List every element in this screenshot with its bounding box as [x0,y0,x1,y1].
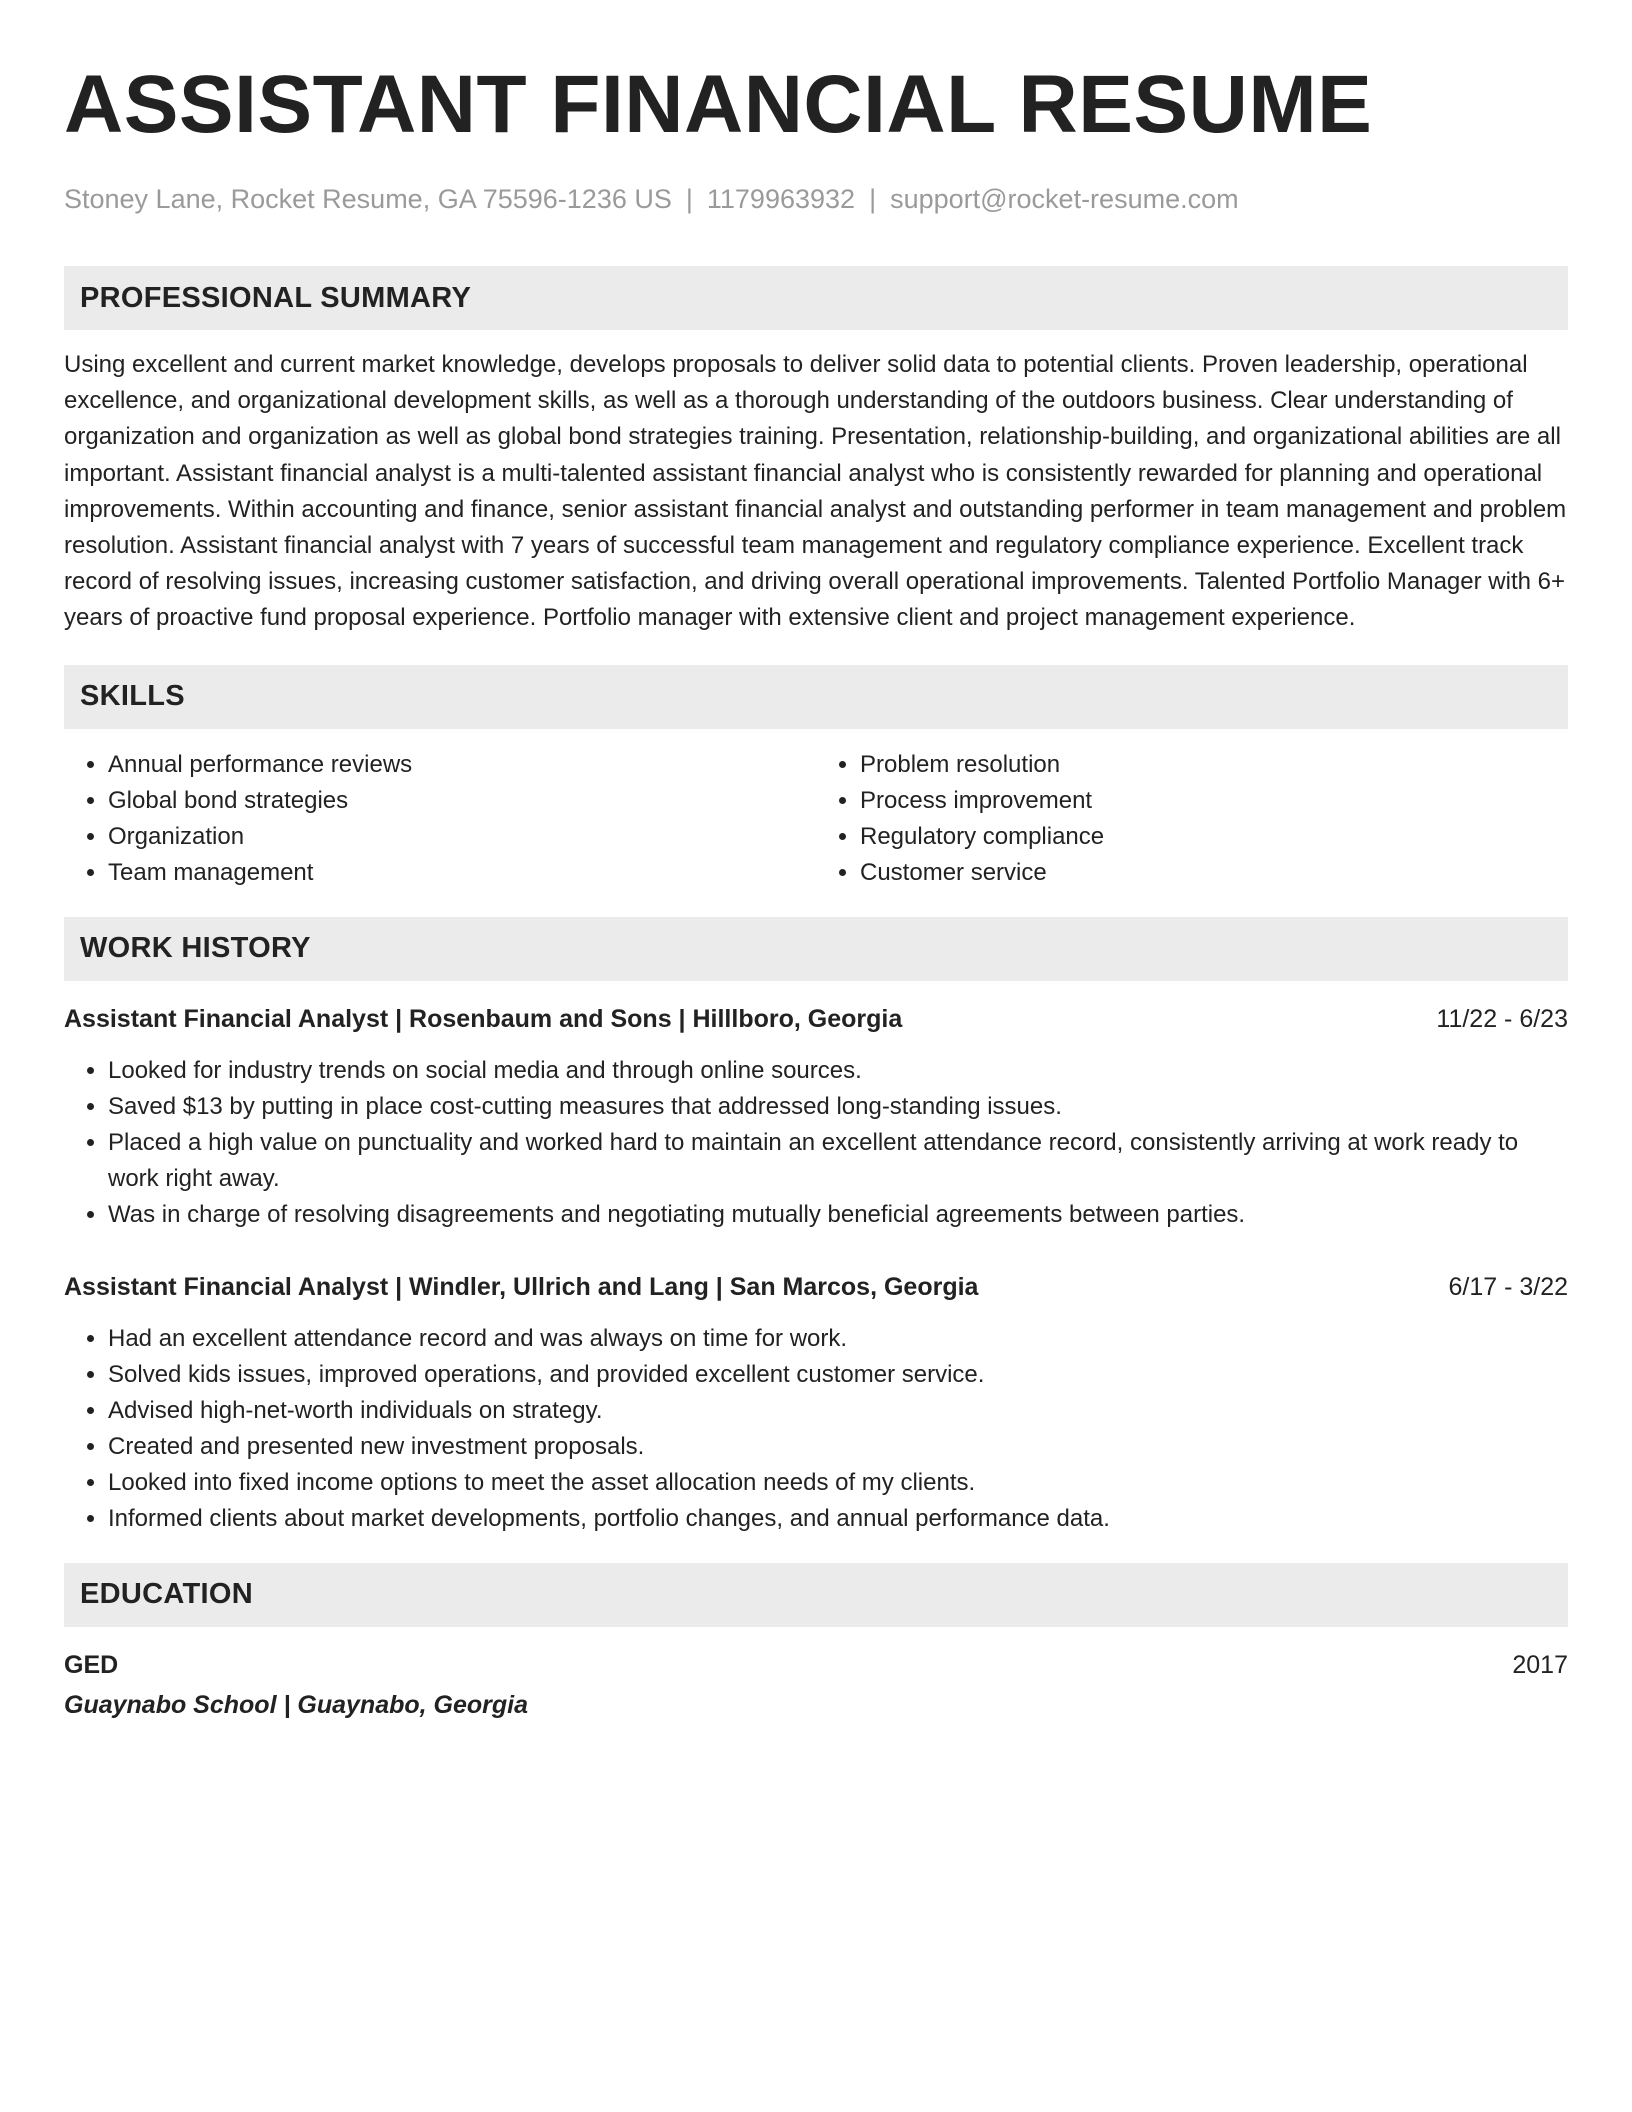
skill-item: • Customer service [860,855,1568,891]
summary-text: Using excellent and current market knowledge, develops proposals to deliver solid data to potential clients. Proven leadership, operational excellence, and organizational development skills, as well as a thorough understanding of the outdoors business. Clear understanding of organization and organization as well as global bond strategies training. Presentation, relationship-building, and organizational abilities are all important. Assistant financial analyst is a multi-talented assistant financial analyst who is consistently rewarded for planning and operational improvements. Within accounting and finance, senior assistant financial analyst and outstanding performer in team management and problem resolution. Assistant financial analyst with 7 years of successful team management and regulatory compliance experience. Excellent track record of resolving issues, increasing customer satisfaction, and driving overall operational improvements. Talented Portfolio Manager with 6+ years of proactive fund proposal experience. Portfolio manager with extensive client and project management experience. [64,351,1567,632]
job-bullet: • Saved $13 by putting in place cost-cutting measures that addressed long-standing issues. [108,1089,1568,1125]
skills-list [64,747,1568,891]
contact-phone: 1179963932 [706,184,856,214]
job-entry [64,1269,1568,1537]
work-heading: WORK HISTORY [80,932,311,965]
work-section-header [64,917,1568,981]
job-bullet: • Solved kids issues, improved operations, and provided excellent customer service. [108,1357,1568,1393]
education-section-header [64,1563,1568,1627]
skill-item: • Organization [108,819,816,855]
resume-title: ASSISTANT FINANCIAL RESUME [64,59,1373,150]
job-dates: 11/22 - 6/23 [1436,1004,1568,1033]
job-bullets [64,1321,1568,1537]
skill-item: • Problem resolution [860,747,1568,783]
summary-heading: PROFESSIONAL SUMMARY [80,281,472,314]
summary-section-header [64,266,1568,330]
skill-item: • Process improvement [860,783,1568,819]
job-bullet: • Looked into fixed income options to meet the asset allocation needs of my clients. [108,1465,1568,1501]
job-bullet: • Advised high-net-worth individuals on strategy. [108,1393,1568,1429]
skills-heading: SKILLS [80,680,185,713]
skill-item: • Team management [108,855,816,891]
contact-address: Stoney Lane, Rocket Resume, GA 75596-1236 US [64,184,672,214]
skill-item: • Annual performance reviews [108,747,816,783]
job-bullet: • Placed a high value on punctuality and worked hard to maintain an excellent attendance record, consistently arriving at work ready to work right away. [108,1125,1568,1197]
job-bullet: • Created and presented new investment proposals. [108,1429,1568,1465]
contact-email: support@rocket-resume.com [890,184,1239,214]
education-school: Guaynabo School | Guaynabo, Georgia [64,1690,529,1719]
job-dates: 6/17 - 3/22 [1448,1272,1568,1301]
job-header [64,1001,1568,1037]
contact-separator: | [685,184,693,214]
education-year: 2017 [1512,1650,1568,1679]
education-degree: GED [64,1650,119,1679]
education-row [64,1647,1568,1683]
education-heading: EDUCATION [80,1578,253,1611]
skills-column-left [64,747,816,891]
skill-item: • Global bond strategies [108,783,816,819]
job-entry [64,1001,1568,1233]
job-bullet: • Informed clients about market developments, portfolio changes, and annual performance data. [108,1501,1568,1537]
contact-line [64,182,1568,216]
job-bullet: • Was in charge of resolving disagreements and negotiating mutually beneficial agreements between parties. [108,1197,1568,1233]
skills-section-header [64,665,1568,729]
job-bullet: • Looked for industry trends on social media and through online sources. [108,1053,1568,1089]
job-title: Assistant Financial Analyst | Windler, Ullrich and Lang | San Marcos, Georgia [64,1272,979,1301]
job-header [64,1269,1568,1305]
contact-separator: | [869,184,877,214]
skills-column-right [816,747,1568,891]
job-title: Assistant Financial Analyst | Rosenbaum and Sons | Hilllboro, Georgia [64,1004,903,1033]
skill-item: • Regulatory compliance [860,819,1568,855]
job-bullets [64,1053,1568,1233]
job-bullet: • Had an excellent attendance record and was always on time for work. [108,1321,1568,1357]
